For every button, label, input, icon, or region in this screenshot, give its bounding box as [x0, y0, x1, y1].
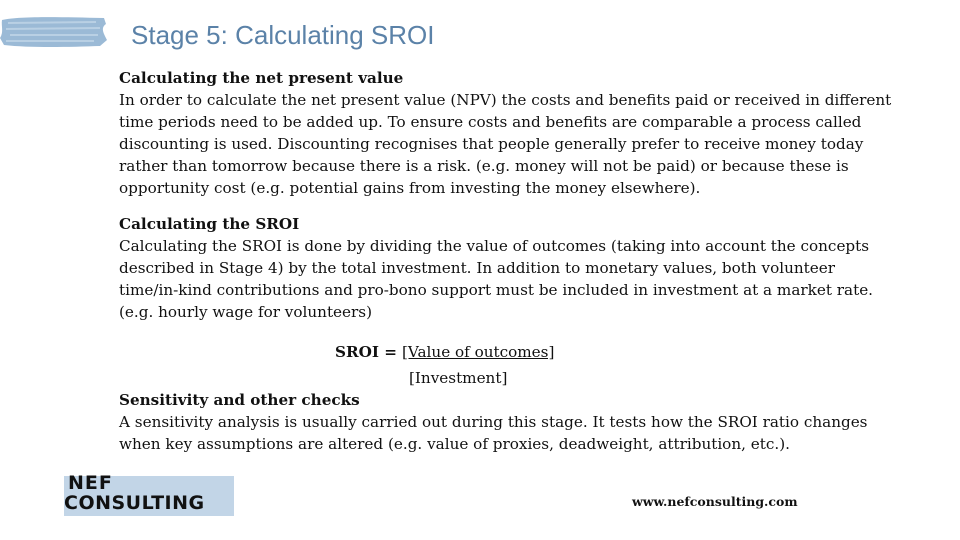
sroi-formula — [119, 339, 899, 389]
formula-denominator: [Investment] — [409, 369, 508, 387]
section-text: A sensitivity analysis is usually carried out during this stage. It tests how the SROI ratio changes when key assumptions are altered (e.g. value of proxies, deadweight, attribution, etc.). — [119, 413, 868, 453]
section-heading: Calculating the SROI — [119, 215, 300, 233]
nef-consulting-logo — [60, 470, 236, 518]
section-heading: Calculating the net present value — [119, 69, 404, 87]
section-text: Calculating the SROI is done by dividing the value of outcomes (taking into account the concepts described in Stage 4) by the total investment. In addition to monetary values, both volunteer time/in-kind contributions and pro-bono support must be included in investment at a market rate. (e.g. hourly wage for volunteers) — [119, 237, 874, 321]
section-sroi — [119, 213, 899, 323]
brush-stroke-decoration — [0, 14, 108, 48]
logo-line-nef: NEF — [68, 472, 113, 494]
formula-numerator: [Value of outcomes] — [402, 343, 555, 361]
section-sensitivity — [119, 389, 899, 455]
slide-body — [119, 67, 899, 455]
section-npv — [119, 67, 899, 199]
section-heading: Sensitivity and other checks — [119, 391, 360, 409]
slide-title: Stage 5: Calculating SROI — [131, 20, 435, 50]
footer-url: www.nefconsulting.com — [632, 494, 798, 509]
formula-label: SROI = — [335, 343, 397, 361]
section-text: In order to calculate the net present value (NPV) the costs and benefits paid or received in different time periods need to be added up. To ensure costs and benefits are comparable a process called discounting is used. Discounting recognises that people generally prefer to receive money today rather than tomorrow because there is a risk. (e.g. money will not be paid) or because these is opportunity cost (e.g. potential gains from investing the money elsewhere). — [119, 91, 892, 197]
logo-line-consulting: CONSULTING — [64, 492, 205, 514]
